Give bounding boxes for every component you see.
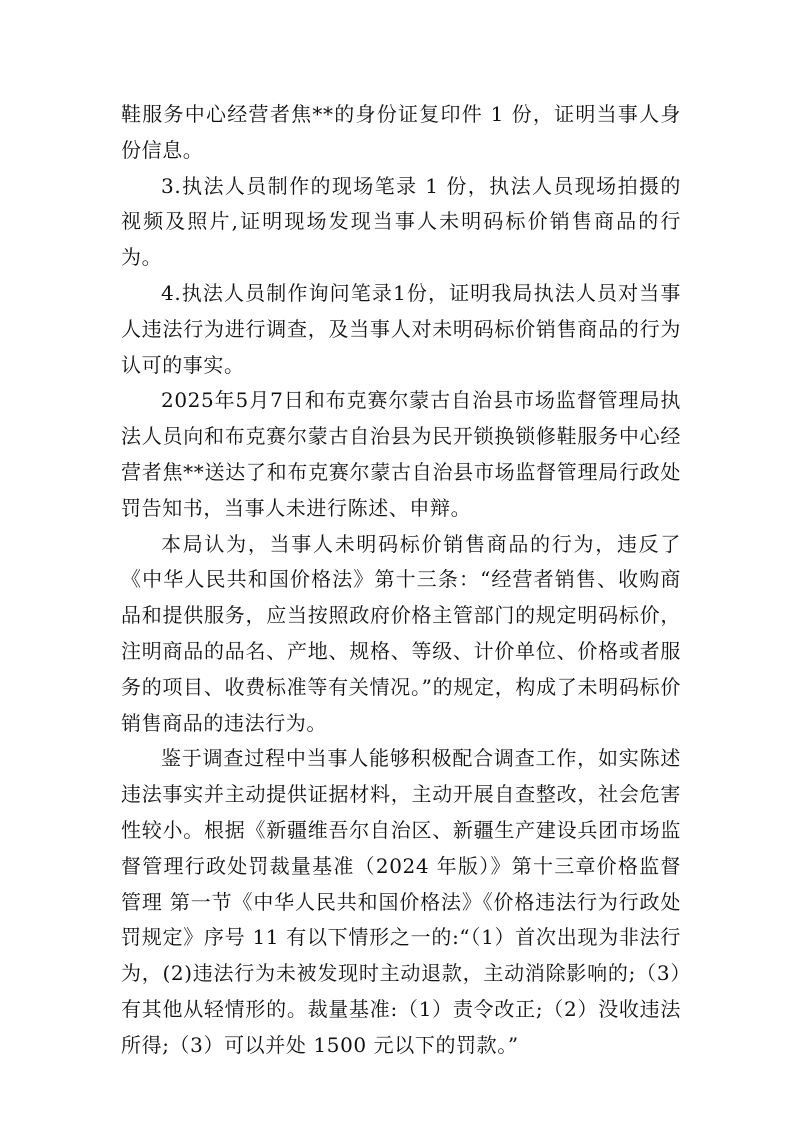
paragraph-id-copy: 鞋服务中心经营者焦**的身份证复印件 1 份，证明当事人身份信息。 — [121, 102, 681, 162]
paragraph-notice-delivery: 2025年5月7日和布克赛尔蒙古自治县市场监督管理局执法人员向和布克赛尔蒙古自治县为民开锁换锁修鞋服务中心经营者焦**送达了和布克赛尔蒙古自治县市场监督管理局行政处罚告知书，当事人未进行陈述、申辩。 — [121, 388, 681, 520]
paragraph-evidence-4: 4.执法人员制作询问笔录1份，证明我局执法人员对当事人违法行为进行调查，及当事人对未明码标价销售商品的行为认可的事实。 — [121, 280, 681, 377]
paragraph-legal-finding: 本局认为，当事人未明码标价销售商品的行为，违反了《中华人民共和国价格法》第十三条：“经营者销售、收购商品和提供服务，应当按照政府价格主管部门的规定明码标价，注明商品的品名、产地、规格、等级、计价单位、价格或者服务的项目、收费标准等有关情况。”的规定，构成了未明码标价销售商品的违法行为。 — [121, 531, 681, 735]
paragraph-discretion-basis: 鉴于调查过程中当事人能够积极配合调查工作，如实陈述违法事实并主动提供证据材料，主动开展自查整改，社会危害性较小。根据《新疆维吾尔自治区、新疆生产建设兵团市场监督管理行政处罚裁量基准（2024 年版）》第十三章价格监督管理 第一节《中华人民共和国价格法》《价格违法行为行政处罚规定》序号 11 有以下情形之一的:“（1）首次出现为非法行为，(2)违法行为未被发现时主动退款，主动消除影响的;（3）有其他从轻情形的。裁量基准:（1）责令改正;（2）没收违法所得;（3）可以并处 1500 元以下的罚款。” — [121, 746, 681, 1057]
document-body — [121, 97, 681, 1064]
paragraph-evidence-3: 3.执法人员制作的现场笔录 1 份，执法人员现场拍摄的视频及照片,证明现场发现当事人未明码标价销售商品的行为。 — [121, 173, 681, 270]
